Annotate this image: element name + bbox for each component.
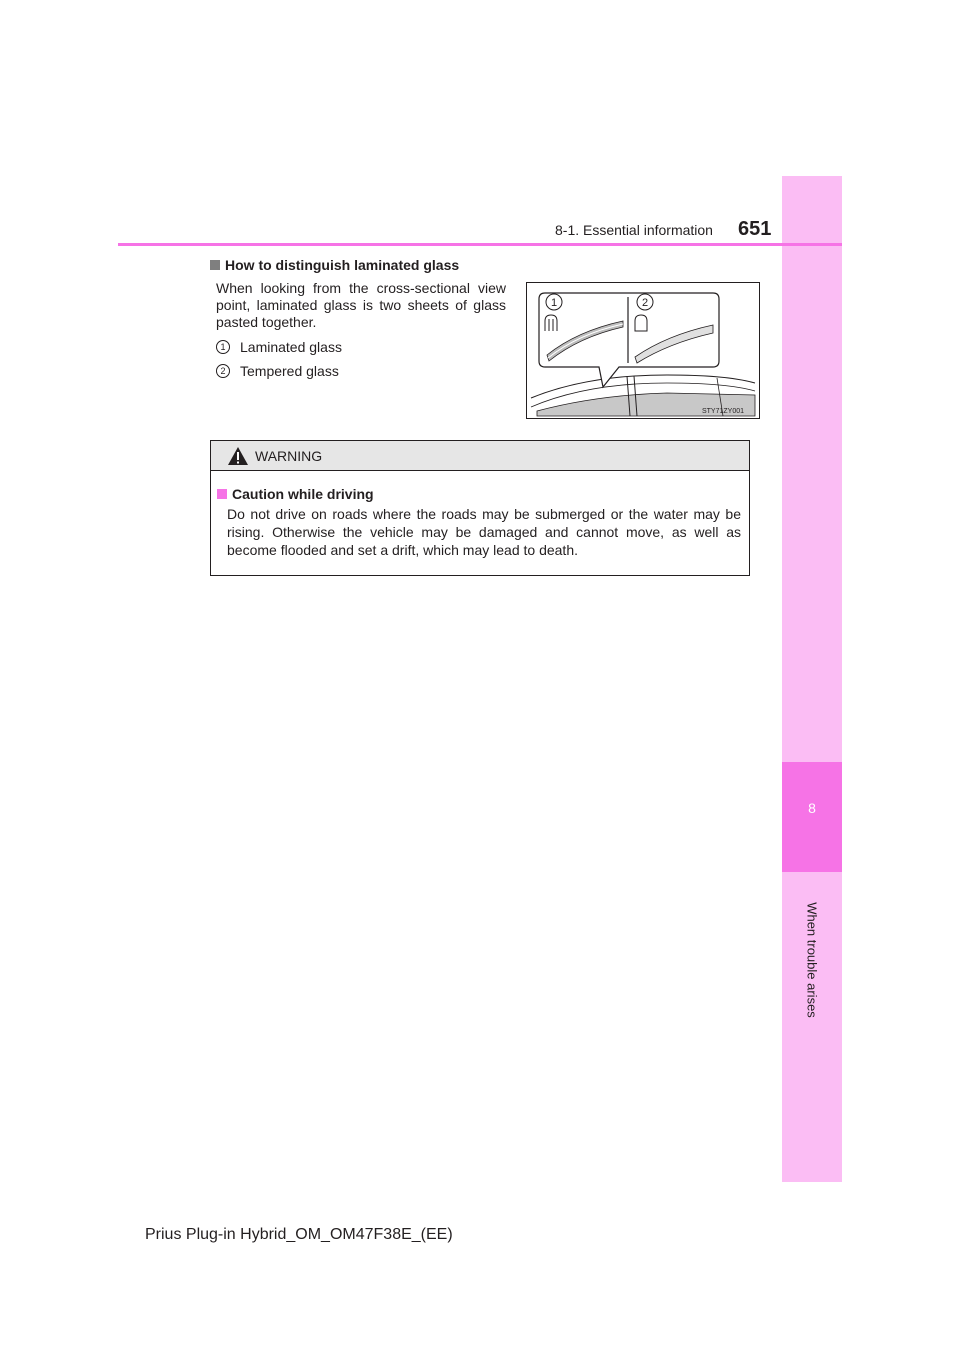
warning-text: Do not drive on roads where the roads may be submerged or the water may be rising. Otherwise the vehicle may be damaged and cannot move, as well as become flooded and set a drift, which may lead to death. [227, 506, 741, 558]
glass-cross-section-drawing [527, 283, 759, 418]
circled-number-icon: 1 [216, 340, 230, 354]
glass-illustration [526, 282, 760, 419]
list-item [216, 339, 342, 355]
callout-1-label: 1 [550, 297, 558, 309]
callout-2-label: 2 [641, 297, 649, 309]
warning-heading [217, 486, 374, 502]
list-item [216, 363, 339, 379]
warning-triangle-icon [227, 446, 249, 466]
square-bullet-icon [217, 489, 227, 499]
figure-code: STY71ZY001 [701, 408, 745, 415]
list-item-label: Tempered glass [240, 363, 339, 379]
section-heading-text: How to distinguish laminated glass [225, 257, 460, 273]
circled-number-icon: 2 [216, 364, 230, 378]
warning-label: WARNING [255, 448, 323, 464]
warning-header [211, 441, 749, 471]
warning-heading-text: Caution while driving [232, 486, 374, 502]
square-bullet-icon [210, 260, 220, 270]
header-rule [118, 243, 842, 246]
page-number: 651 [738, 218, 772, 240]
body-paragraph: When looking from the cross-sectional view point, laminated glass is two sheets of glass pasted together. [216, 280, 506, 330]
list-item-label: Laminated glass [240, 339, 342, 355]
chapter-title: When trouble arises [804, 902, 820, 1018]
section-heading [210, 257, 459, 273]
side-tab [782, 176, 842, 1182]
section-title: 8-1. Essential information [555, 222, 713, 238]
chapter-number-box [782, 762, 842, 872]
warning-box [210, 440, 750, 576]
footer-document-id: Prius Plug-in Hybrid_OM_OM47F38E_(EE) [145, 1226, 453, 1243]
chapter-number: 8 [808, 800, 816, 816]
